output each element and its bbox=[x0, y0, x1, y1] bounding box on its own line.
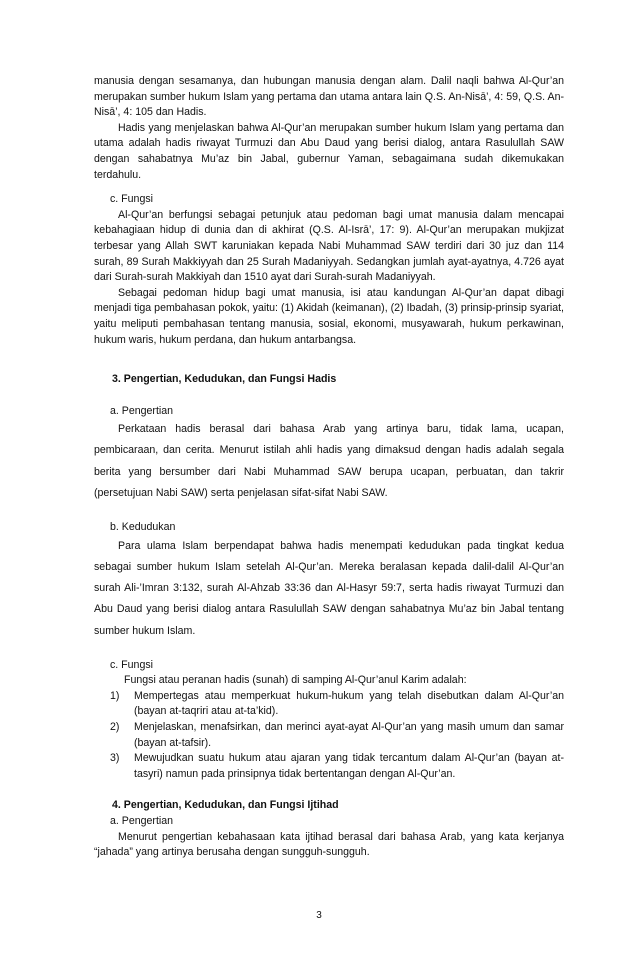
section-3-heading: 3. Pengertian, Kedudukan, dan Fungsi Hadis bbox=[112, 373, 337, 386]
hadis-fungsi-label: c. Fungsi bbox=[110, 658, 153, 671]
ijtihad-pengertian-label: a. Pengertian bbox=[110, 815, 174, 828]
hadis-pengertian-label: a. Pengertian bbox=[110, 404, 174, 417]
list-item-text: Mewujudkan suatu hukum atau ajaran yang tidak tercantum dalam Al-Qur’an (bayan at-tasyri) namun pada prinsipnya tidak bertentangan dengan Al-Qur’an. bbox=[134, 752, 564, 780]
list-item bbox=[110, 689, 564, 720]
list-item-text: Mempertegas atau memperkuat hukum-hukum yang telah disebutkan dalam Al-Qur’an (bayan at-taqriri atau at-ta’kid). bbox=[134, 689, 564, 718]
list-item-number: 3) bbox=[110, 752, 120, 765]
ijtihad-pengertian-text: Menurut pengertian kebahasaan kata ijtihad berasal dari bahasa Arab, yang kata kerjanya “jahada” yang artinya berusaha dengan sungguh-sungguh. bbox=[94, 830, 564, 859]
list-item-text: Menjelaskan, menafsirkan, dan merinci ayat-ayat Al-Qur’an yang masih umum dan samar (bayan at-tafsir). bbox=[134, 721, 564, 749]
intro-paragraph-1: manusia dengan sesamanya, dan hubungan manusia dengan alam. Dalil naqli bahwa Al-Qur’an merupakan sumber hukum Islam yang pertama dan utama antara lain Q.S. An-Nisā’, 4: 59, Q.S. An-Nisā’, 4: 105 dan Hadis. bbox=[94, 75, 564, 119]
page-number: 3 bbox=[316, 910, 322, 921]
list-item bbox=[110, 720, 564, 751]
fungsi-quran-label: c. Fungsi bbox=[110, 193, 153, 206]
hadis-fungsi-intro: Fungsi atau peranan hadis (sunah) di samping Al-Qur’anul Karim adalah: bbox=[124, 674, 467, 687]
intro-paragraph-2: Hadis yang menjelaskan bahwa Al-Qur’an merupakan sumber hukum Islam yang pertama dan utama adalah hadis riwayat Turmuzi dan Abu Daud yang berisi dialog, antara Rasulullah SAW dengan sahabatnya Mu’az bin Jabal, gubernur Yaman, sebagaimana sudah dikemukakan terdahulu. bbox=[94, 121, 564, 181]
hadis-fungsi-list bbox=[110, 689, 564, 783]
hadis-kedudukan-label: b. Kedudukan bbox=[110, 521, 176, 534]
section-4-heading: 4. Pengertian, Kedudukan, dan Fungsi Ijtihad bbox=[112, 799, 339, 812]
fungsi-quran-paragraph-2: Sebagai pedoman hidup bagi umat manusia, isi atau kandungan Al-Qur’an dapat dibagi menjadi tiga pembahasan pokok, yaitu: (1) Akidah (keimanan), (2) Ibadah, (3) prinsip-prinsip syariat, yaitu meliputi pembahasan tentang manusia, sosial, ekonomi, musyawarah, hukum perkawinan, hukum waris, hukum perdana, dan hukum antarbangsa. bbox=[94, 286, 564, 346]
list-item bbox=[110, 751, 564, 782]
document-page bbox=[94, 74, 564, 861]
list-item-number: 1) bbox=[110, 689, 120, 702]
fungsi-quran-paragraph-1: Al-Qur’an berfungsi sebagai petunjuk atau pedoman bagi umat manusia dalam mencapai kebahagiaan hidup di dunia dan di akhirat (Q.S. Al-Isrā’, 17: 9). Al-Qur’an merupakan mukjizat terbesar yang Allah SWT karuniakan kepada Nabi Muhammad SAW terdiri dari 30 juz dan 114 surah, 89 Surah Makkiyyah dan 25 Surah Madaniyyah. Sedangkan jumlah ayat-ayatnya, 4.726 ayat dari Surah-surah Makkiyah dan 1510 ayat dari Surah-surah Madaniyyah. bbox=[94, 208, 564, 284]
hadis-pengertian-text: Perkataan hadis berasal dari bahasa Arab yang artinya baru, tidak lama, ucapan, pembicaraan, dan cerita. Menurut istilah ahli hadis yang dimaksud dengan hadis adalah segala berita yang bersumber dari Nabi Muhammad SAW berupa ucapan, perbuatan, dan takrir (persetujuan Nabi SAW) serta penjelasan sifat-sifat Nabi SAW. bbox=[94, 423, 564, 499]
hadis-kedudukan-text: Para ulama Islam berpendapat bahwa hadis menempati kedudukan pada tingkat kedua sebagai sumber hukum Islam setelah Al-Qur’an. Mereka beralasan kepada dalil-dalil Al-Qur’an surah Ali-’Imran 3:132, surah Al-Ahzab 33:36 dan Al-Hasyr 59:7, serta hadis riwayat Turmuzi dan Abu Daud yang berisi dialog antara Rasulullah SAW dengan sahabatnya Mu’az bin Jabal tentang sumber hukum Islam. bbox=[94, 539, 564, 637]
list-item-number: 2) bbox=[110, 721, 120, 734]
